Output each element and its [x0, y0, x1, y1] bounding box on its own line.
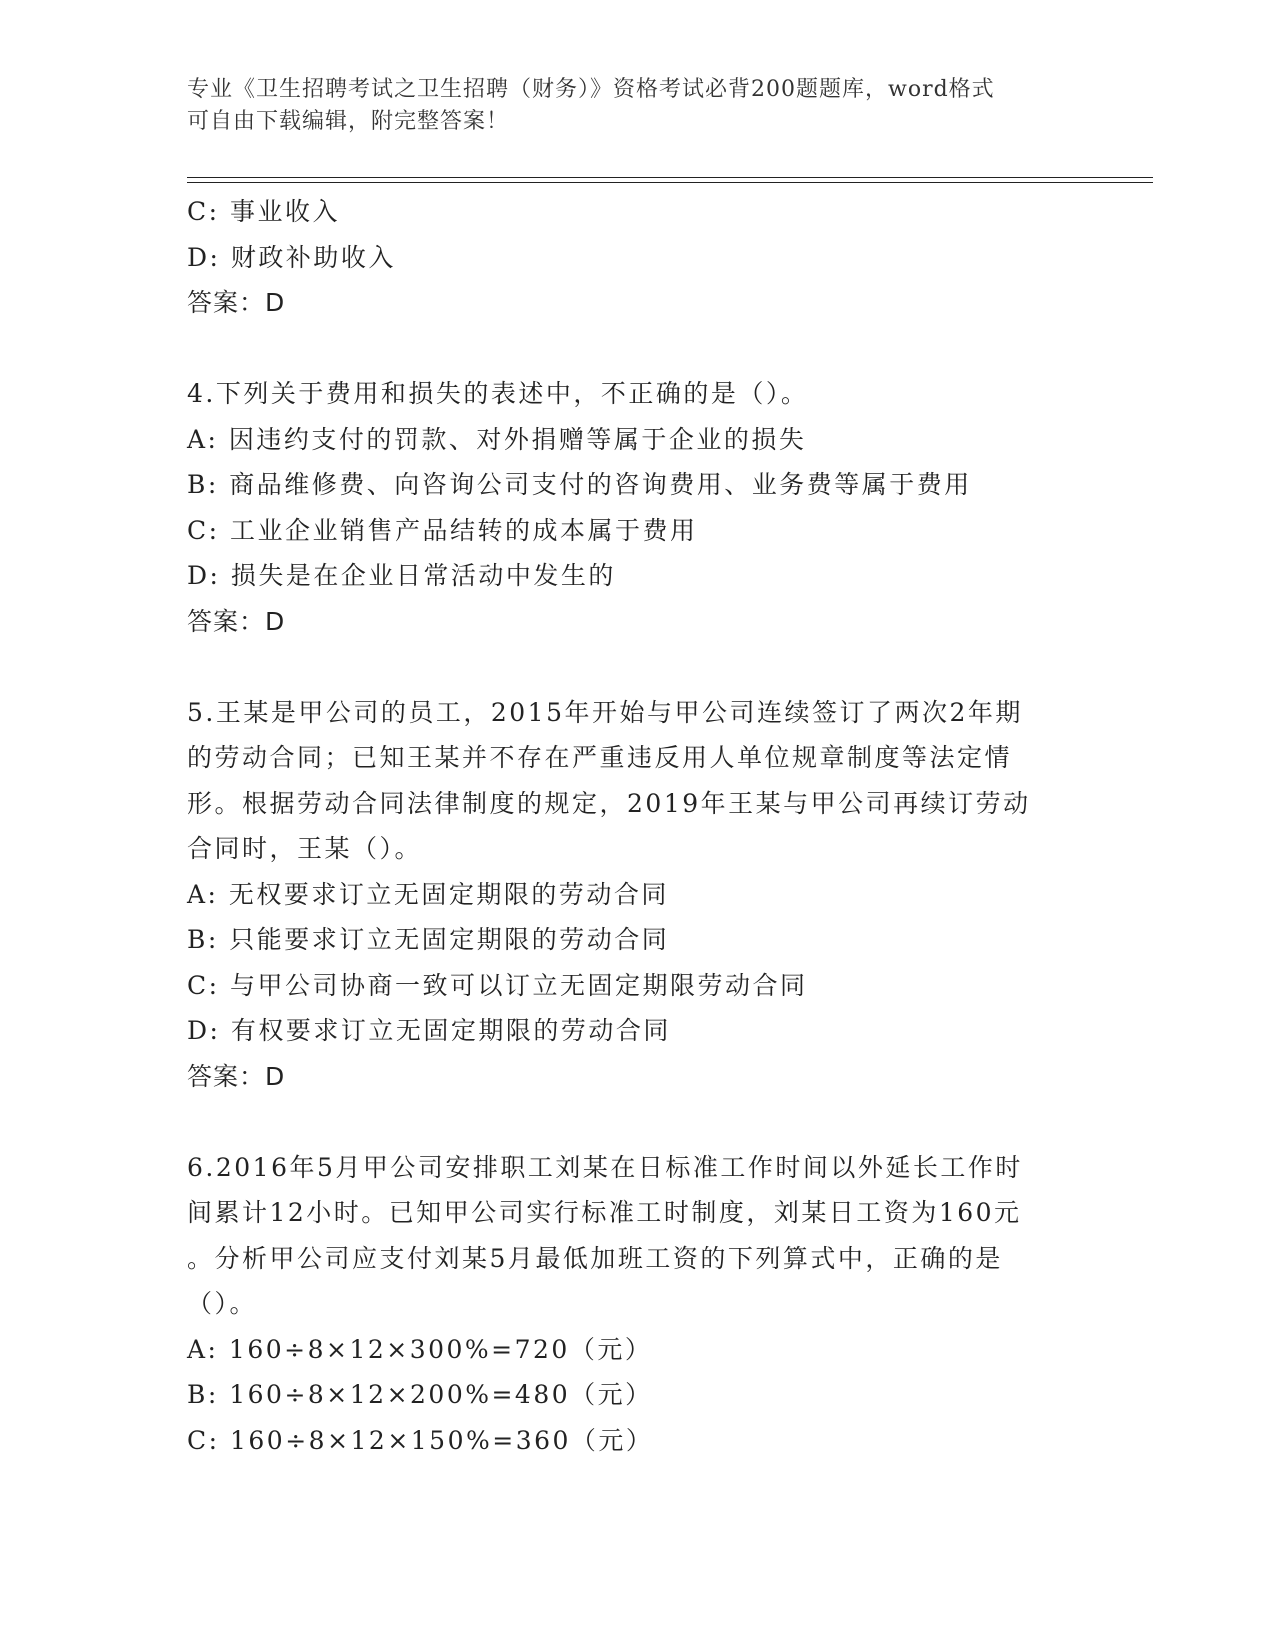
option-c: C: 与甲公司协商一致可以订立无固定期限劳动合同 [187, 970, 808, 1000]
option-c: C: 事业收入 [187, 197, 340, 226]
question-stem-line: 形。根据劳动合同法律制度的规定，2019年王某与甲公司再续订劳动 [187, 788, 1031, 818]
question-stem-line: 5.王某是甲公司的员工，2015年开始与甲公司连续签订了两次2年期 [187, 697, 1023, 727]
option-c: C: 160÷8×12×150%=360（元） [187, 1425, 654, 1455]
header-rule-top [187, 177, 1153, 178]
option-a: A: 160÷8×12×300%=720（元） [187, 1334, 653, 1364]
answer: 答案：D [187, 606, 286, 636]
header-line-2: 可自由下载编辑，附完整答案！ [187, 109, 510, 134]
question-3-tail [187, 189, 1087, 326]
header-line-1: 专业《卫生招聘考试之卫生招聘（财务）》资格考试必背200题题库，word格式 [187, 77, 995, 102]
option-b: B: 160÷8×12×200%=480（元） [187, 1380, 653, 1409]
question-stem-line: 合同时，王某（）。 [187, 834, 423, 863]
question-stem-line: （）。 [187, 1289, 258, 1318]
question-6 [187, 1145, 1087, 1464]
answer: 答案：D [187, 1061, 286, 1091]
option-d: D: 财政补助收入 [187, 242, 396, 272]
option-d: D: 有权要求订立无固定期限的劳动合同 [187, 1016, 671, 1045]
answer: 答案：D [187, 288, 286, 317]
option-b: B: 商品维修费、向咨询公司支付的咨询费用、业务费等属于费用 [187, 470, 972, 499]
question-stem-line: 间累计12小时。已知甲公司实行标准工时制度，刘某日工资为160元 [187, 1198, 1022, 1227]
question-stem-line: 的劳动合同；已知王某并不存在严重违反用人单位规章制度等法定情 [187, 743, 1013, 772]
question-4 [187, 371, 1087, 644]
question-5 [187, 690, 1087, 1100]
document-header [187, 74, 1067, 138]
question-stem-line: 6.2016年5月甲公司安排职工刘某在日标准工作时间以外延长工作时 [187, 1152, 1023, 1182]
question-stem-line: 。分析甲公司应支付刘某5月最低加班工资的下列算式中，正确的是 [187, 1243, 1003, 1273]
option-b: B: 只能要求订立无固定期限的劳动合同 [187, 925, 670, 954]
question-content [187, 189, 1087, 1463]
spacer [187, 1099, 1087, 1145]
question-stem: 4.下列关于费用和损失的表述中，不正确的是（）。 [187, 379, 809, 408]
option-a: A: 无权要求订立无固定期限的劳动合同 [187, 879, 669, 909]
option-a: A: 因违约支付的罚款、对外捐赠等属于企业的损失 [187, 424, 807, 454]
option-d: D: 损失是在企业日常活动中发生的 [187, 561, 616, 590]
option-c: C: 工业企业销售产品结转的成本属于费用 [187, 515, 698, 545]
header-rule-bottom [187, 182, 1153, 183]
spacer [187, 326, 1087, 372]
spacer [187, 644, 1087, 690]
